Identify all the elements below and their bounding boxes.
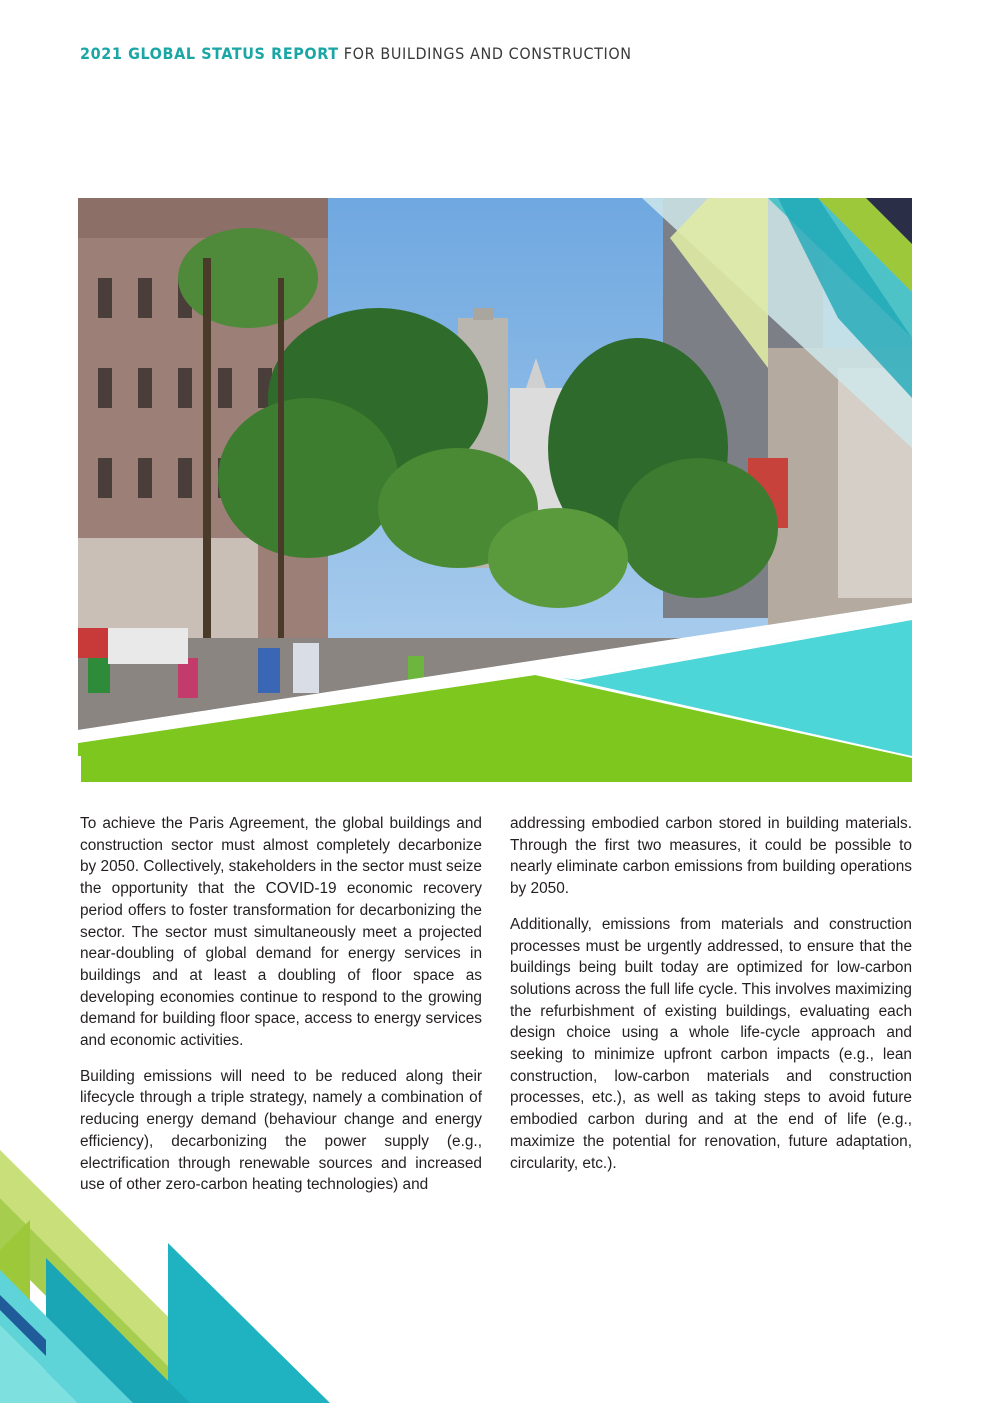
stripes-decoration-icon [0, 1150, 340, 1403]
header-report-subtitle: FOR BUILDINGS AND CONSTRUCTION [343, 44, 632, 63]
paragraph: Additionally, emissions from materials and construction processes must be urgently addressed, to ensure that the buildings being built today are optimized for low-carbon solutions across the full life cycle. This involves maximizing the refurbishment of existing buildings, evaluating each design choice using a whole life-cycle approach and seeking to minimize upfront carbon impacts (e.g., lean construction, low-carbon materials and construction processes, etc.), as well as taking steps to avoid future embodied carbon during and at the end of life (e.g., maximize the potential for renovation, future adaptation, circularity, etc.). [510, 915, 912, 1172]
running-header [80, 44, 632, 63]
paragraph: To achieve the Paris Agreement, the global buildings and construction sector must almost completely decarbonize by 2050. Collectively, stakeholders in the sector must seize the opportunity that the COVID-19 economic recovery period offers to foster transformation for decarbonizing the sector. The sector must simultaneously meet a projected near-doubling of global demand for energy services in buildings and at least a doubling of floor space as developing economies continue to respond to the growing demand for building floor space, access to energy services and economic activities. [80, 815, 482, 1050]
paragraph: Building emissions will need to be reduced along their lifecycle through a triple strategy, namely a combination of reducing energy demand (behaviour change and energy efficiency), decarbonizing the power supply (e.g., electrification through renewable sources and increased use of other zero-carbon heating technologies) and [80, 1067, 482, 1194]
street-photo-icon [78, 198, 912, 782]
header-report-title: 2021 GLOBAL STATUS REPORT [80, 44, 339, 63]
paragraph: addressing embodied carbon stored in building materials. Through the first two measures, it could be possible to nearly eliminate carbon emissions from building operations by 2050. [510, 815, 912, 898]
street-photo [78, 198, 912, 782]
body-column-right [510, 813, 912, 1188]
corner-decoration [0, 1150, 340, 1403]
